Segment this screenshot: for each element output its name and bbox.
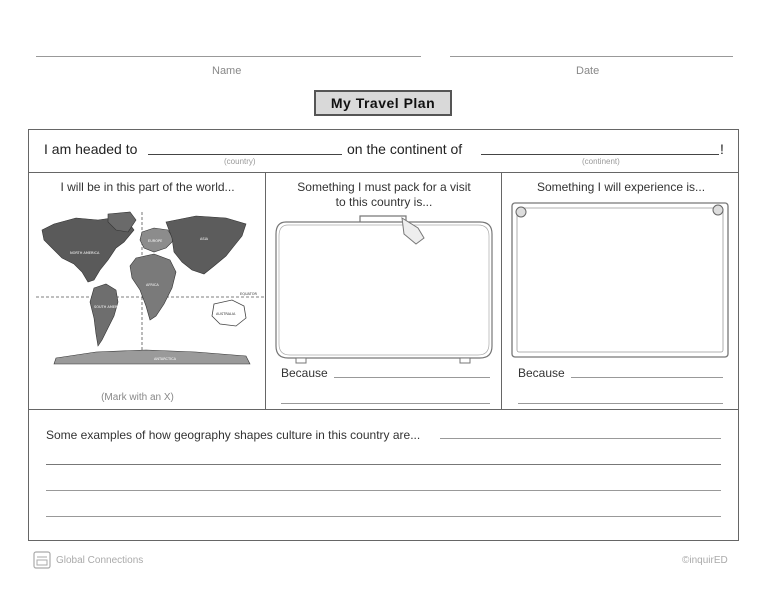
pack-because-label: Because [281, 366, 328, 380]
pack-because-line-2[interactable] [281, 403, 490, 404]
map-label-equator: EQUATOR [240, 292, 257, 296]
map-label-europe: EUROPE [148, 239, 163, 243]
global-connections-icon [33, 551, 51, 569]
suitcase-foot-right [460, 358, 470, 363]
world-map[interactable] [36, 208, 264, 368]
geography-prompt: Some examples of how geography shapes culture in this country are... [46, 428, 421, 442]
picture-frame-outer [512, 203, 728, 357]
country-input-line[interactable] [148, 154, 342, 155]
pack-heading-line1: Something I must pack for a visit [297, 180, 471, 194]
name-label: Name [212, 65, 242, 77]
date-line[interactable] [450, 56, 733, 57]
name-line[interactable] [36, 56, 421, 57]
suitcase-foot-left [296, 358, 306, 363]
continent-text: on the continent of [347, 141, 463, 157]
picture-frame-drawing[interactable] [509, 200, 731, 360]
suitcase-handle [360, 216, 406, 222]
exclamation-mark: ! [720, 141, 724, 157]
row2-divider [28, 409, 739, 410]
country-hint: (country) [224, 157, 256, 166]
pack-heading-line2: to this country is... [335, 195, 433, 209]
geography-line-3[interactable] [46, 490, 721, 491]
map-label-antarctica: ANTARCTICA [154, 357, 176, 361]
map-label-south-america: SOUTH AMERICA [94, 305, 124, 309]
geography-line-2[interactable] [46, 464, 721, 465]
suitcase-drawing[interactable] [272, 212, 498, 368]
frame-pin-left [516, 207, 526, 217]
frame-pin-right [713, 205, 723, 215]
footer-left-text: Global Connections [56, 555, 144, 566]
map-label-asia: ASIA [200, 237, 209, 241]
continent-hint: (continent) [582, 157, 620, 166]
world-heading: I will be in this part of the world... [60, 180, 235, 194]
pack-because-line-1[interactable] [334, 377, 490, 378]
col2-divider [501, 172, 502, 409]
experience-heading: Something I will experience is... [536, 180, 706, 194]
page-title: My Travel Plan [314, 90, 452, 116]
map-label-north-america: NORTH AMERICA [70, 251, 100, 255]
map-label-australia: AUSTRALIA [216, 312, 236, 316]
experience-because-label: Because [518, 366, 565, 380]
geography-line-1[interactable] [440, 438, 721, 439]
footer-right-text: ©inquirED [682, 555, 728, 566]
geography-line-4[interactable] [46, 516, 721, 517]
world-hint: (Mark with an X) [101, 392, 174, 403]
experience-because-line-2[interactable] [518, 403, 723, 404]
date-label: Date [576, 65, 600, 77]
headed-to-text: I am headed to [44, 141, 138, 157]
experience-because-line-1[interactable] [571, 377, 723, 378]
suitcase-body [276, 222, 492, 358]
map-label-africa: AFRICA [146, 283, 159, 287]
row1-divider [28, 172, 739, 173]
col1-divider [265, 172, 266, 409]
destination-sentence [44, 141, 137, 157]
continent-input-line[interactable] [481, 154, 719, 155]
